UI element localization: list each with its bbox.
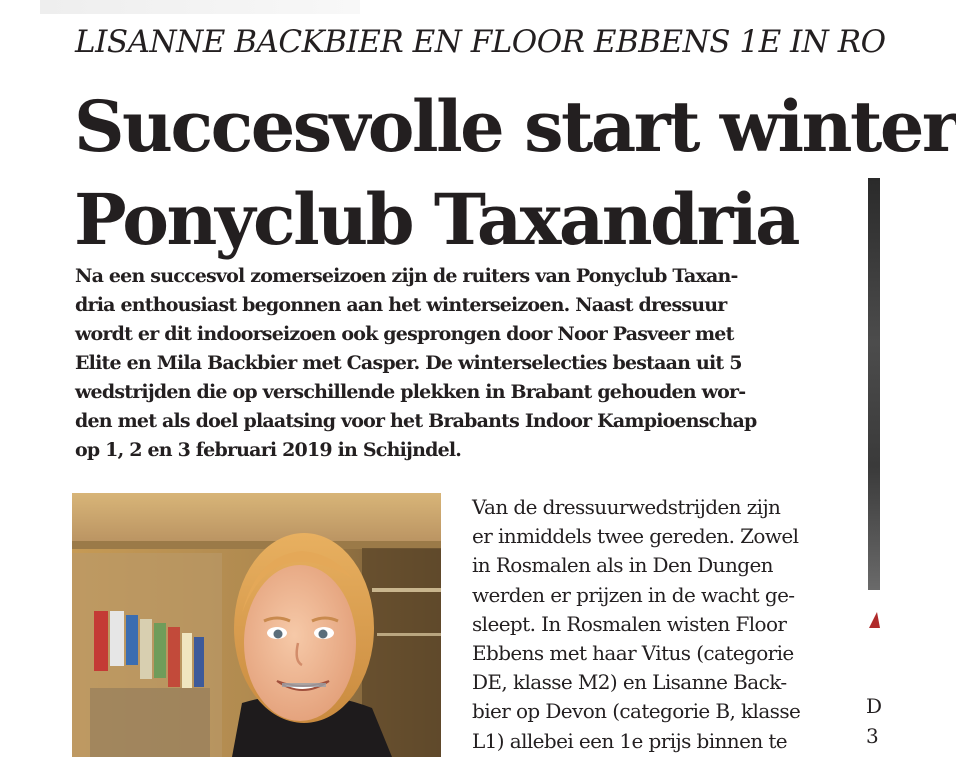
intro-line: den met als doel plaatsing voor het Brabants Indoor Kampioenschap — [75, 410, 757, 432]
article-kicker: LISANNE BACKBIER EN FLOOR EBBENS 1E IN RO — [75, 24, 886, 60]
body-line: Ebbens met haar Vitus (categorie — [472, 641, 794, 666]
body-line: DE, klasse M2) en Lisanne Back- — [472, 670, 787, 695]
body-line: werden er prijzen in de wacht ge- — [472, 582, 795, 607]
intro-line: dria enthousiast begonnen aan het winterseizoen. Naast dressuur — [75, 294, 727, 316]
caption-marker-icon — [869, 612, 880, 628]
body-line: sleept. In Rosmalen wisten Floor — [472, 611, 787, 636]
headline-line: Succesvolle start winter — [74, 85, 956, 168]
adjacent-column-letter: 3 — [866, 724, 879, 748]
body-line: L1) allebei een 1e prijs binnen te — [472, 728, 788, 753]
body-line: er inmiddels twee gereden. Zowel — [472, 524, 799, 549]
article-headline — [74, 80, 956, 266]
body-line: Van de dressuurwedstrijden zijn — [472, 495, 781, 519]
body-line: bier op Devon (categorie B, klasse — [472, 699, 801, 724]
body-line: in Rosmalen als in Den Dungen — [472, 553, 773, 578]
intro-line: wordt er dit indoorseizoen ook gesprongen door Noor Pasveer met — [75, 323, 734, 345]
article-body — [472, 493, 847, 756]
adjacent-photo-edge — [868, 178, 880, 590]
intro-line: wedstrijden die op verschillende plekken in Brabant gehouden wor- — [75, 381, 746, 403]
intro-line: op 1, 2 en 3 februari 2019 in Schijndel. — [75, 439, 462, 461]
intro-line: Na een succesvol zomerseizoen zijn de ruiters van Ponyclub Taxan- — [75, 265, 738, 287]
rider-photo — [72, 493, 441, 757]
intro-line: Elite en Mila Backbier met Casper. De winterselecties bestaan uit 5 — [75, 352, 742, 374]
adjacent-column-letter: D — [866, 694, 883, 718]
headline-line: Ponyclub Taxandria — [74, 178, 798, 261]
article-intro — [75, 262, 843, 465]
top-edge-fade — [40, 0, 360, 14]
